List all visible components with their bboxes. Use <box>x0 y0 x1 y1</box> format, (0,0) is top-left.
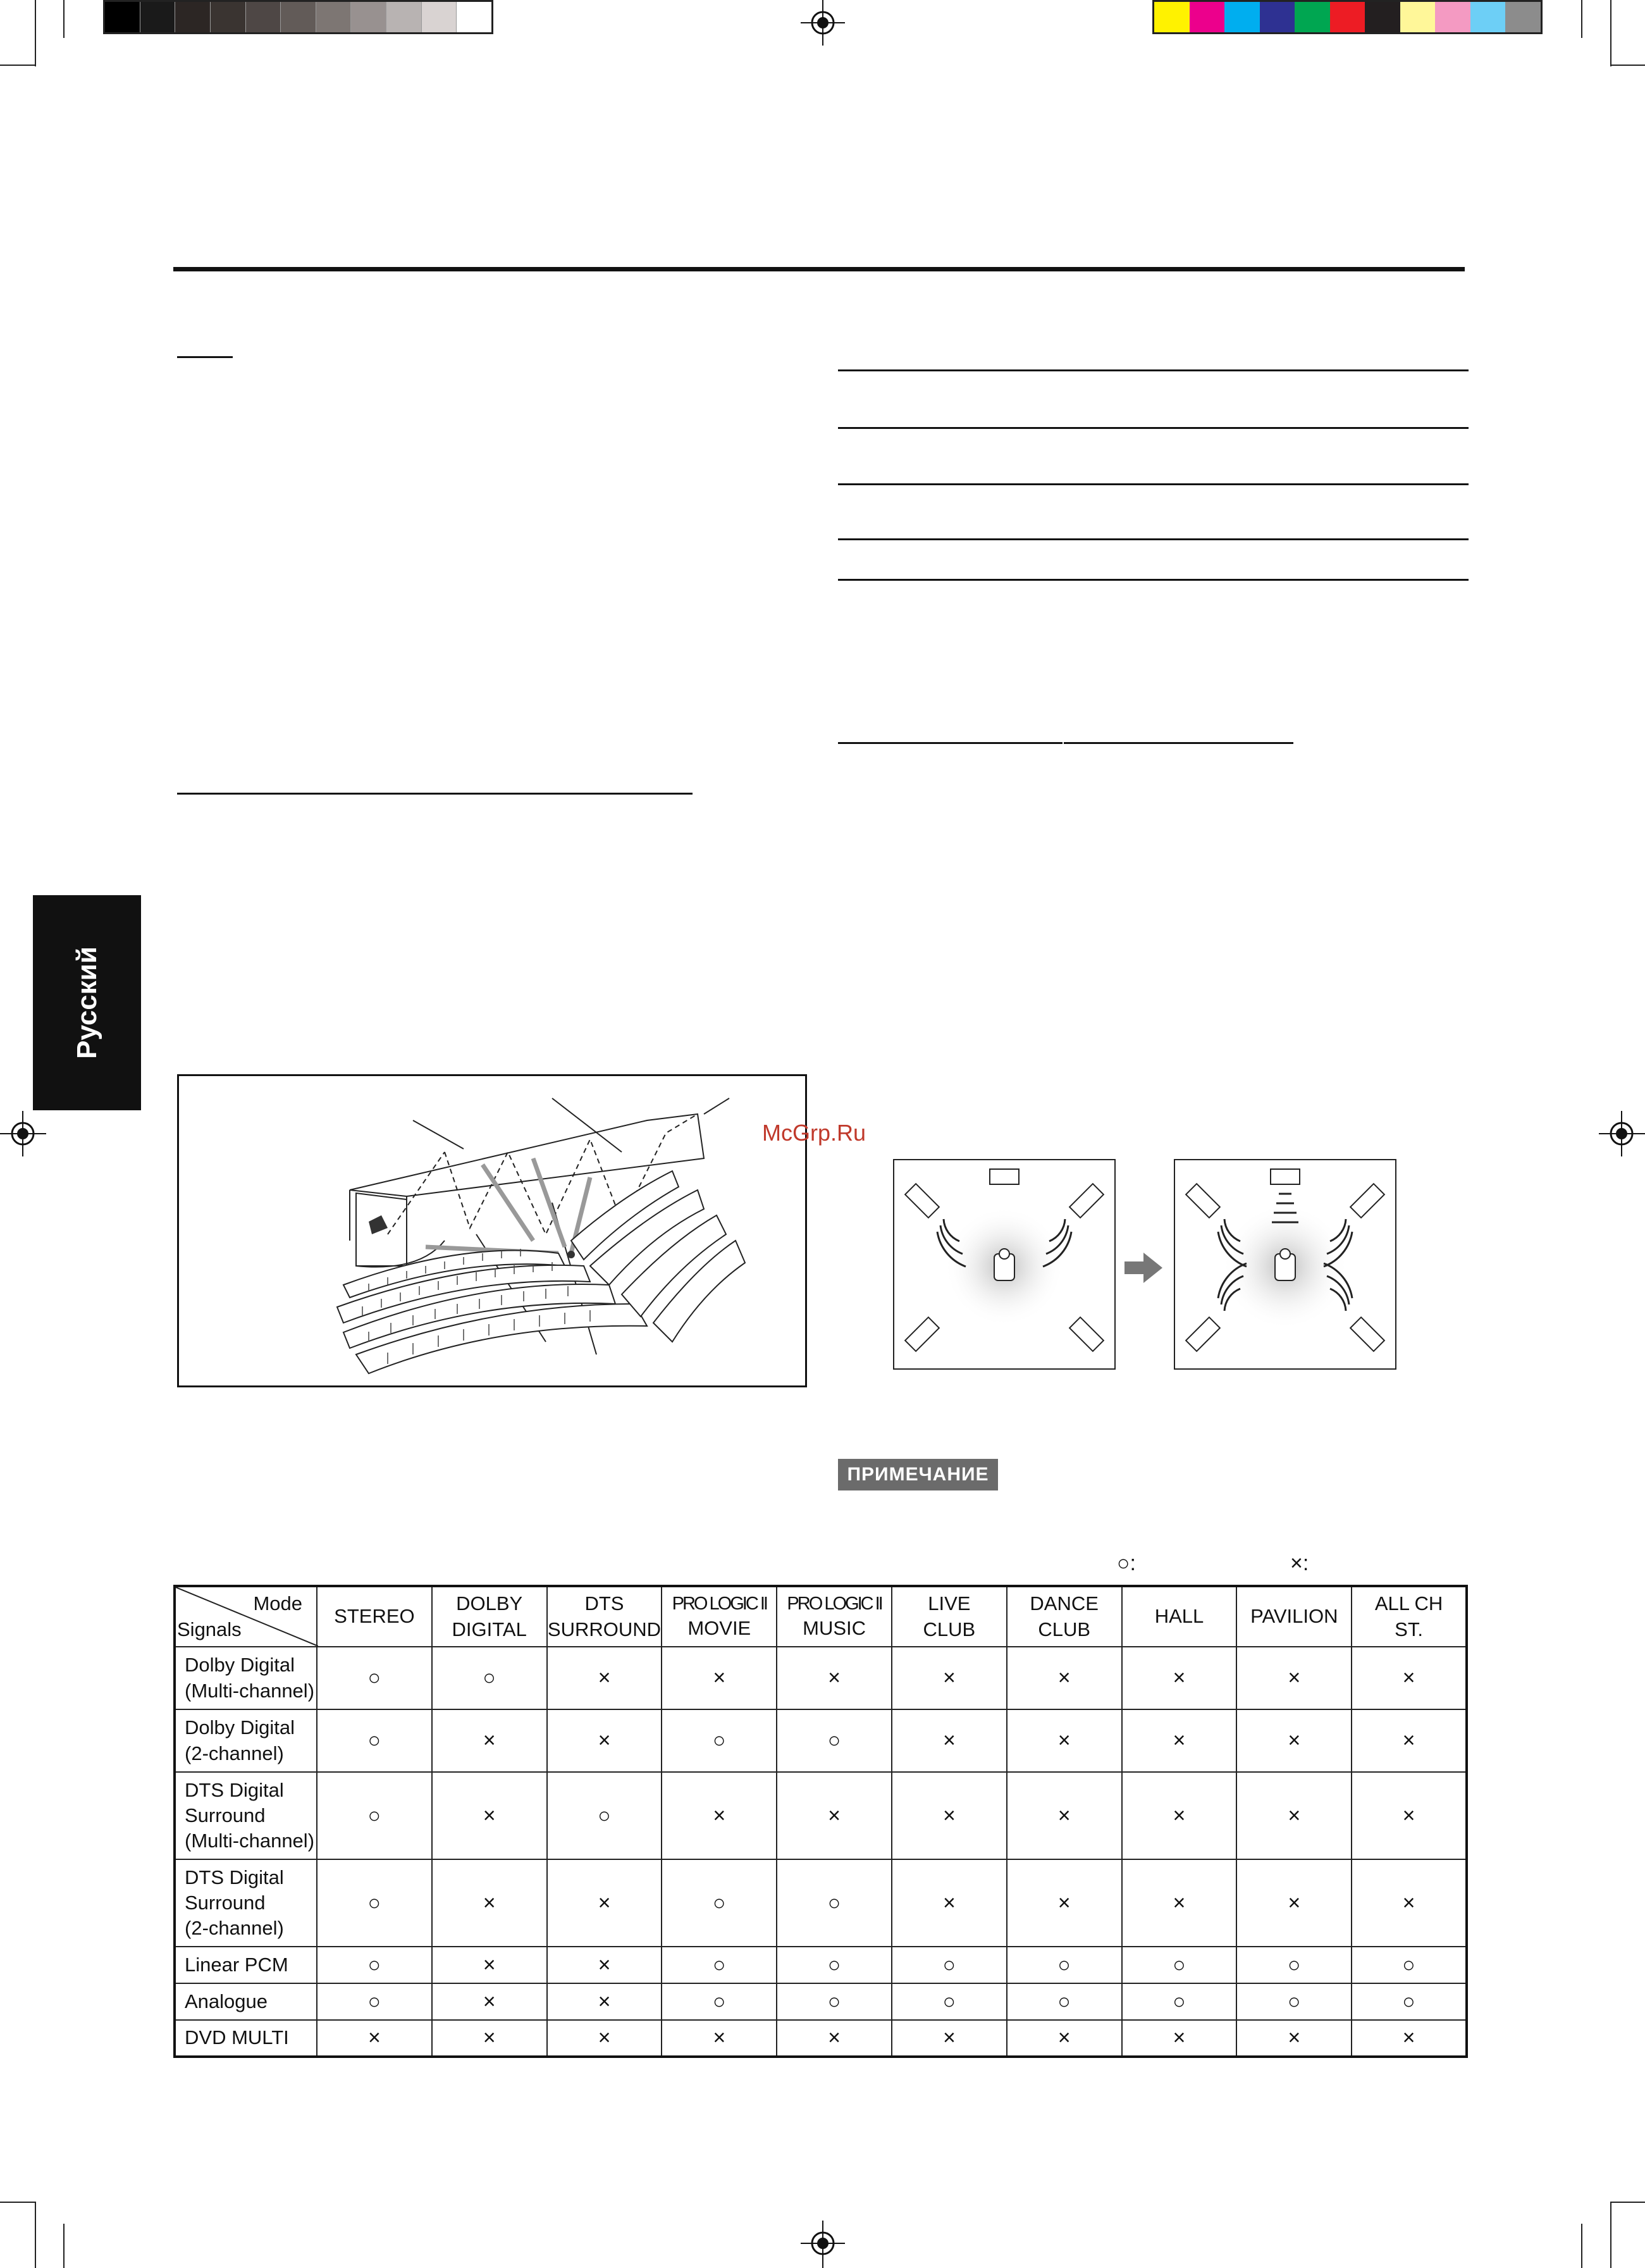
table-row <box>175 1947 1467 1983</box>
signal-label: Dolby Digital <box>185 1654 295 1676</box>
compatibility-cell <box>1352 1947 1467 1983</box>
compatibility-cell <box>1352 1772 1467 1859</box>
unsupported-symbol: × <box>483 1952 496 1977</box>
compatibility-cell <box>1236 1772 1352 1859</box>
signal-cell <box>175 1772 317 1859</box>
compatibility-cell <box>777 1647 892 1709</box>
compatibility-cell <box>662 1709 777 1772</box>
unsupported-symbol: × <box>1173 1728 1186 1753</box>
signal-label: (2-channel) <box>185 1742 284 1764</box>
compatibility-cell <box>547 2020 662 2057</box>
column-header-line2: MUSIC <box>803 1617 866 1640</box>
unsupported-symbol: × <box>828 1666 841 1690</box>
compatibility-cell <box>892 2020 1007 2057</box>
supported-symbol: ○ <box>942 1952 956 1977</box>
divider-line <box>838 369 1469 371</box>
compatibility-cell <box>892 1772 1007 1859</box>
section-underline <box>177 356 233 358</box>
color-swatch <box>1470 2 1506 32</box>
signal-label: DTS Digital <box>185 1778 284 1801</box>
crop-mark <box>0 65 35 66</box>
compatibility-cell <box>1122 1859 1237 1947</box>
compatibility-cell <box>432 1772 547 1859</box>
crop-mark <box>1610 2202 1611 2268</box>
color-swatch <box>1154 2 1190 32</box>
unsupported-symbol: × <box>1173 1803 1186 1828</box>
supported-symbol: ○ <box>367 1728 381 1753</box>
compatibility-cell <box>892 1947 1007 1983</box>
supported-symbol: ○ <box>598 1803 611 1828</box>
signal-cell <box>175 1709 317 1772</box>
grayscale-color-bar <box>103 0 493 34</box>
compatibility-cell <box>662 1983 777 2020</box>
compatibility-cell <box>1007 1647 1122 1709</box>
table-corner-cell <box>175 1586 317 1647</box>
compatibility-cell <box>1122 1983 1237 2020</box>
color-swatch <box>316 2 352 32</box>
unsupported-symbol: × <box>942 1728 956 1753</box>
compatibility-cell <box>662 1859 777 1947</box>
unsupported-symbol: × <box>1288 2026 1301 2050</box>
unsupported-symbol: × <box>1288 1890 1301 1915</box>
unsupported-symbol: × <box>1402 1890 1415 1915</box>
unsupported-symbol: × <box>483 2026 496 2050</box>
compatibility-cell <box>662 1647 777 1709</box>
mode-compatibility-table <box>173 1585 1468 2058</box>
column-header <box>1236 1586 1352 1647</box>
compatibility-cell <box>1007 1947 1122 1983</box>
divider-line <box>838 483 1469 485</box>
supported-symbol: ○ <box>367 1890 381 1915</box>
column-header-line2: ST. <box>1395 1618 1423 1640</box>
color-swatch <box>246 2 281 32</box>
unsupported-symbol: × <box>483 1728 496 1753</box>
speaker-layout-after <box>1174 1159 1396 1370</box>
compatibility-cell <box>317 1983 432 2020</box>
unsupported-symbol: × <box>942 1803 956 1828</box>
color-swatch <box>457 2 491 32</box>
compatibility-cell <box>547 1947 662 1983</box>
signal-label: Surround <box>185 1891 266 1914</box>
section-underline <box>1064 742 1293 744</box>
color-swatch <box>105 2 140 32</box>
compatibility-cell <box>777 1983 892 2020</box>
unsupported-symbol: × <box>1288 1803 1301 1828</box>
unsupported-symbol: × <box>1057 1890 1071 1915</box>
registration-target-icon <box>801 0 845 46</box>
compatibility-cell <box>662 1772 777 1859</box>
compatibility-cell <box>1352 1859 1467 1947</box>
crop-mark <box>1610 2202 1645 2203</box>
unsupported-symbol: × <box>1057 1728 1071 1753</box>
column-header <box>432 1586 547 1647</box>
crop-mark <box>0 2202 35 2203</box>
supported-symbol: ○ <box>827 1989 841 2014</box>
supported-symbol: ○ <box>367 1952 381 1977</box>
compatibility-cell <box>1007 2020 1122 2057</box>
divider-line <box>838 579 1469 581</box>
unsupported-symbol: × <box>1057 2026 1071 2050</box>
unsupported-symbol: × <box>713 1666 726 1690</box>
crop-mark <box>35 0 36 66</box>
color-swatch <box>1190 2 1225 32</box>
process-color-bar <box>1152 0 1543 34</box>
compatibility-cell <box>1122 1647 1237 1709</box>
supported-symbol: ○ <box>713 1989 726 2014</box>
concert-hall-drawing <box>179 1076 805 1385</box>
column-header-line2: CLUB <box>1038 1618 1091 1640</box>
compatibility-cell <box>1122 1772 1237 1859</box>
supported-symbol: ○ <box>827 1952 841 1977</box>
column-header <box>1007 1586 1122 1647</box>
compatibility-cell <box>1236 1859 1352 1947</box>
unsupported-symbol: × <box>1173 1890 1186 1915</box>
unsupported-symbol: × <box>828 1803 841 1828</box>
unsupported-symbol: × <box>1057 1666 1071 1690</box>
unsupported-symbol: × <box>598 1890 611 1915</box>
color-swatch <box>140 2 176 32</box>
column-header-line1: ALL CH <box>1374 1592 1443 1615</box>
divider-line <box>838 538 1469 540</box>
legend-no: ×: <box>1290 1551 1309 1575</box>
language-tab-label: Русский <box>71 946 102 1059</box>
compatibility-cell <box>892 1859 1007 1947</box>
supported-symbol: ○ <box>1288 1989 1301 2014</box>
unsupported-symbol: × <box>483 1989 496 2014</box>
column-header-line1: PAVILION <box>1250 1605 1338 1628</box>
supported-symbol: ○ <box>942 1989 956 2014</box>
table-row <box>175 1647 1467 1709</box>
compatibility-cell <box>1236 1647 1352 1709</box>
unsupported-symbol: × <box>1402 1666 1415 1690</box>
unsupported-symbol: × <box>598 1952 611 1977</box>
unsupported-symbol: × <box>1402 2026 1415 2050</box>
compatibility-cell <box>317 1647 432 1709</box>
unsupported-symbol: × <box>598 2026 611 2050</box>
column-header <box>892 1586 1007 1647</box>
color-swatch <box>1330 2 1365 32</box>
color-swatch <box>351 2 386 32</box>
compatibility-cell <box>1007 1772 1122 1859</box>
column-header-line1: HALL <box>1154 1605 1204 1628</box>
note-badge: ПРИМЕЧАНИЕ <box>838 1459 998 1490</box>
crop-mark <box>1610 65 1645 66</box>
signal-label: (Multi-channel) <box>185 1830 315 1852</box>
column-header-line2: MOVIE <box>687 1617 751 1640</box>
compatibility-cell <box>892 1983 1007 2020</box>
table-row <box>175 1983 1467 2020</box>
color-swatch <box>1295 2 1330 32</box>
signal-label: DTS Digital <box>185 1866 284 1888</box>
compatibility-cell <box>777 1947 892 1983</box>
compatibility-cell <box>1007 1859 1122 1947</box>
color-swatch <box>1224 2 1260 32</box>
color-swatch <box>175 2 211 32</box>
compatibility-cell <box>777 1709 892 1772</box>
column-header <box>777 1586 892 1647</box>
signal-label: Analogue <box>185 1990 268 2012</box>
color-swatch <box>281 2 316 32</box>
unsupported-symbol: × <box>942 1890 956 1915</box>
unsupported-symbol: × <box>1288 1666 1301 1690</box>
watermark: McGrp.Ru <box>762 1120 866 1146</box>
compatibility-cell <box>777 1859 892 1947</box>
color-swatch <box>211 2 246 32</box>
table-row <box>175 2020 1467 2057</box>
unsupported-symbol: × <box>1402 1728 1415 1753</box>
column-header <box>662 1586 777 1647</box>
compatibility-cell <box>317 1709 432 1772</box>
unsupported-symbol: × <box>828 2026 841 2050</box>
compatibility-cell <box>662 2020 777 2057</box>
section-underline <box>177 793 693 795</box>
speaker-layout-before <box>893 1159 1116 1370</box>
column-header-line1: STEREO <box>334 1605 415 1628</box>
column-header-line1: PRO LOGIC II <box>787 1593 882 1614</box>
legend-yes: ○: <box>1117 1551 1136 1575</box>
unsupported-symbol: × <box>942 1666 956 1690</box>
supported-symbol: ○ <box>713 1952 726 1977</box>
supported-symbol: ○ <box>367 1803 381 1828</box>
compatibility-cell <box>547 1859 662 1947</box>
compatibility-cell <box>662 1947 777 1983</box>
compatibility-cell <box>1122 1709 1237 1772</box>
color-swatch <box>1400 2 1436 32</box>
column-header-line2: DIGITAL <box>452 1618 527 1640</box>
unsupported-symbol: × <box>483 1803 496 1828</box>
compatibility-cell <box>1007 1983 1122 2020</box>
compatibility-cell <box>1352 1709 1467 1772</box>
compatibility-cell <box>547 1709 662 1772</box>
unsupported-symbol: × <box>942 2026 956 2050</box>
supported-symbol: ○ <box>1057 1989 1071 2014</box>
color-swatch <box>1505 2 1541 32</box>
crop-mark <box>63 2224 65 2268</box>
compatibility-cell <box>432 2020 547 2057</box>
unsupported-symbol: × <box>367 2026 381 2050</box>
compatibility-cell <box>1007 1709 1122 1772</box>
unsupported-symbol: × <box>1057 1803 1071 1828</box>
unsupported-symbol: × <box>713 2026 726 2050</box>
color-swatch <box>1365 2 1400 32</box>
supported-symbol: ○ <box>827 1890 841 1915</box>
compatibility-cell <box>432 1647 547 1709</box>
compatibility-cell <box>1236 1947 1352 1983</box>
unsupported-symbol: × <box>1288 1728 1301 1753</box>
column-header <box>317 1586 432 1647</box>
signal-cell <box>175 1647 317 1709</box>
compatibility-cell <box>777 2020 892 2057</box>
registration-target-icon <box>801 2221 845 2268</box>
concert-hall-illustration <box>177 1074 807 1387</box>
column-header-line2: SURROUND <box>547 1618 662 1640</box>
section-underline <box>838 742 1063 744</box>
column-header-line1: LIVE <box>928 1592 971 1615</box>
signal-cell <box>175 1859 317 1947</box>
compatibility-cell <box>892 1647 1007 1709</box>
unsupported-symbol: × <box>1402 1803 1415 1828</box>
column-header-line2: CLUB <box>923 1618 976 1640</box>
compatibility-cell <box>1236 2020 1352 2057</box>
compatibility-cell <box>317 2020 432 2057</box>
language-tab <box>33 895 141 1110</box>
column-header <box>1122 1586 1237 1647</box>
signal-label: Dolby Digital <box>185 1716 295 1739</box>
color-swatch <box>1260 2 1295 32</box>
unsupported-symbol: × <box>598 1728 611 1753</box>
color-swatch <box>386 2 422 32</box>
compatibility-cell <box>1236 1709 1352 1772</box>
supported-symbol: ○ <box>367 1989 381 2014</box>
compatibility-cell <box>317 1859 432 1947</box>
supported-symbol: ○ <box>1173 1989 1186 2014</box>
signal-cell <box>175 1947 317 1983</box>
compatibility-cell <box>1352 1983 1467 2020</box>
column-header-line1: DANCE <box>1030 1592 1099 1615</box>
compatibility-cell <box>547 1647 662 1709</box>
unsupported-symbol: × <box>1173 1666 1186 1690</box>
signal-label: DVD MULTI <box>185 2026 289 2049</box>
supported-symbol: ○ <box>1288 1952 1301 1977</box>
header-rule <box>173 267 1465 271</box>
unsupported-symbol: × <box>598 1666 611 1690</box>
column-header-line1: DOLBY <box>456 1592 523 1615</box>
column-header <box>1352 1586 1467 1647</box>
unsupported-symbol: × <box>598 1989 611 2014</box>
compatibility-cell <box>432 1859 547 1947</box>
table-row <box>175 1709 1467 1772</box>
supported-symbol: ○ <box>827 1728 841 1753</box>
color-swatch <box>422 2 457 32</box>
compatibility-cell <box>1122 1947 1237 1983</box>
compatibility-cell <box>547 1772 662 1859</box>
supported-symbol: ○ <box>1402 1952 1415 1977</box>
compatibility-cell <box>892 1709 1007 1772</box>
supported-symbol: ○ <box>367 1666 381 1690</box>
divider-line <box>838 427 1469 429</box>
crop-mark <box>35 2202 36 2268</box>
registration-target-icon <box>1599 1111 1645 1156</box>
unsupported-symbol: × <box>483 1890 496 1915</box>
color-swatch <box>1435 2 1470 32</box>
compatibility-cell <box>547 1983 662 2020</box>
compatibility-cell <box>317 1947 432 1983</box>
signal-label: Surround <box>185 1804 266 1826</box>
registration-target-icon <box>0 1111 46 1156</box>
signal-label: Linear PCM <box>185 1953 288 1976</box>
supported-symbol: ○ <box>1173 1952 1186 1977</box>
supported-symbol: ○ <box>1402 1989 1415 2014</box>
compatibility-cell <box>432 1983 547 2020</box>
corner-mode-label: Mode <box>253 1592 302 1614</box>
table-header-row <box>175 1586 1467 1647</box>
signal-cell <box>175 2020 317 2057</box>
signal-cell <box>175 1983 317 2020</box>
table-row <box>175 1859 1467 1947</box>
compatibility-cell <box>1352 1647 1467 1709</box>
compatibility-cell <box>1352 2020 1467 2057</box>
crop-mark <box>63 0 65 38</box>
compatibility-cell <box>1122 2020 1237 2057</box>
compatibility-cell <box>432 1709 547 1772</box>
supported-symbol: ○ <box>713 1890 726 1915</box>
supported-symbol: ○ <box>483 1666 496 1690</box>
corner-signals-label: Signals <box>177 1618 242 1640</box>
crop-mark <box>1610 0 1611 66</box>
crop-mark <box>1581 2224 1582 2268</box>
unsupported-symbol: × <box>1173 2026 1186 2050</box>
supported-symbol: ○ <box>713 1728 726 1753</box>
compatibility-cell <box>777 1772 892 1859</box>
compatibility-cell <box>1236 1983 1352 2020</box>
column-header <box>547 1586 662 1647</box>
supported-symbol: ○ <box>1057 1952 1071 1977</box>
arrow-right-icon <box>1124 1253 1162 1283</box>
crop-mark <box>1581 0 1582 38</box>
unsupported-symbol: × <box>713 1803 726 1828</box>
compatibility-cell <box>317 1772 432 1859</box>
column-header-line1: DTS <box>584 1592 624 1615</box>
column-header-line1: PRO LOGIC II <box>672 1593 767 1614</box>
compatibility-cell <box>432 1947 547 1983</box>
table-row <box>175 1772 1467 1859</box>
signal-label: (Multi-channel) <box>185 1679 315 1702</box>
signal-label: (2-channel) <box>185 1917 284 1940</box>
